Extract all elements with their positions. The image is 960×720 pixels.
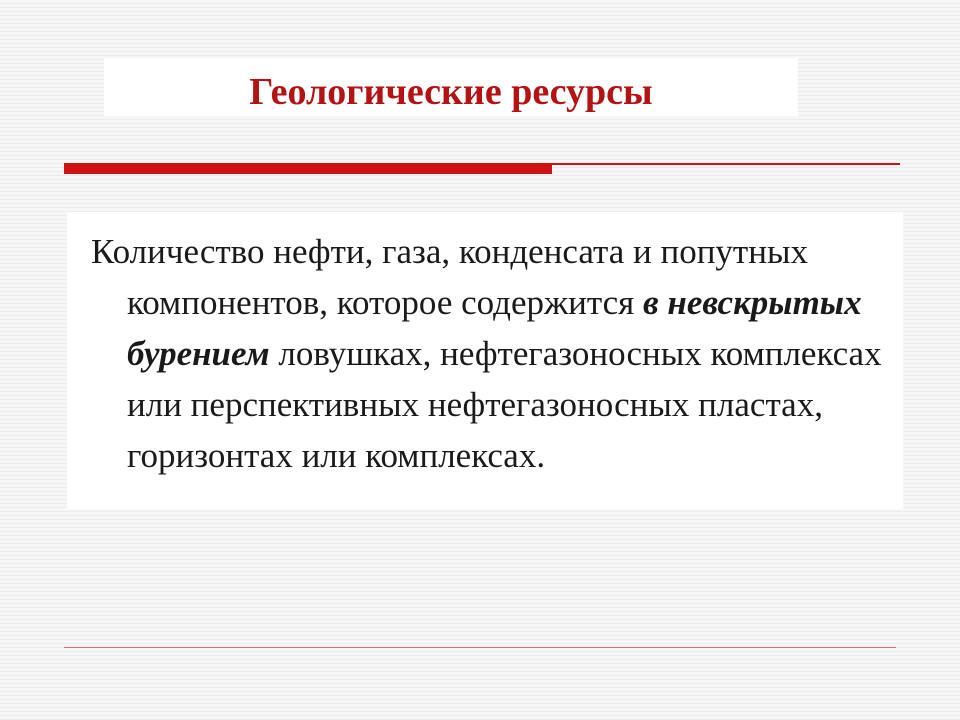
definition-text-part2: ловушках, нефтегазоносных комплексах или перспективных нефтегазоносных пластах, горизонтах или комплексах.: [127, 334, 882, 475]
title-underline-thick: [64, 163, 552, 174]
footer-rule: [64, 647, 896, 648]
title-underline-thin: [552, 163, 900, 165]
definition-text: [91, 226, 917, 481]
definition-text-part1: Количество нефти, газа, конденсата и попутных компонентов, которое содержится: [91, 232, 808, 322]
title-box: [104, 58, 798, 116]
definition-emphasis: в невскрытых бурением: [127, 283, 862, 373]
slide-title: Геологические ресурсы: [249, 71, 653, 113]
